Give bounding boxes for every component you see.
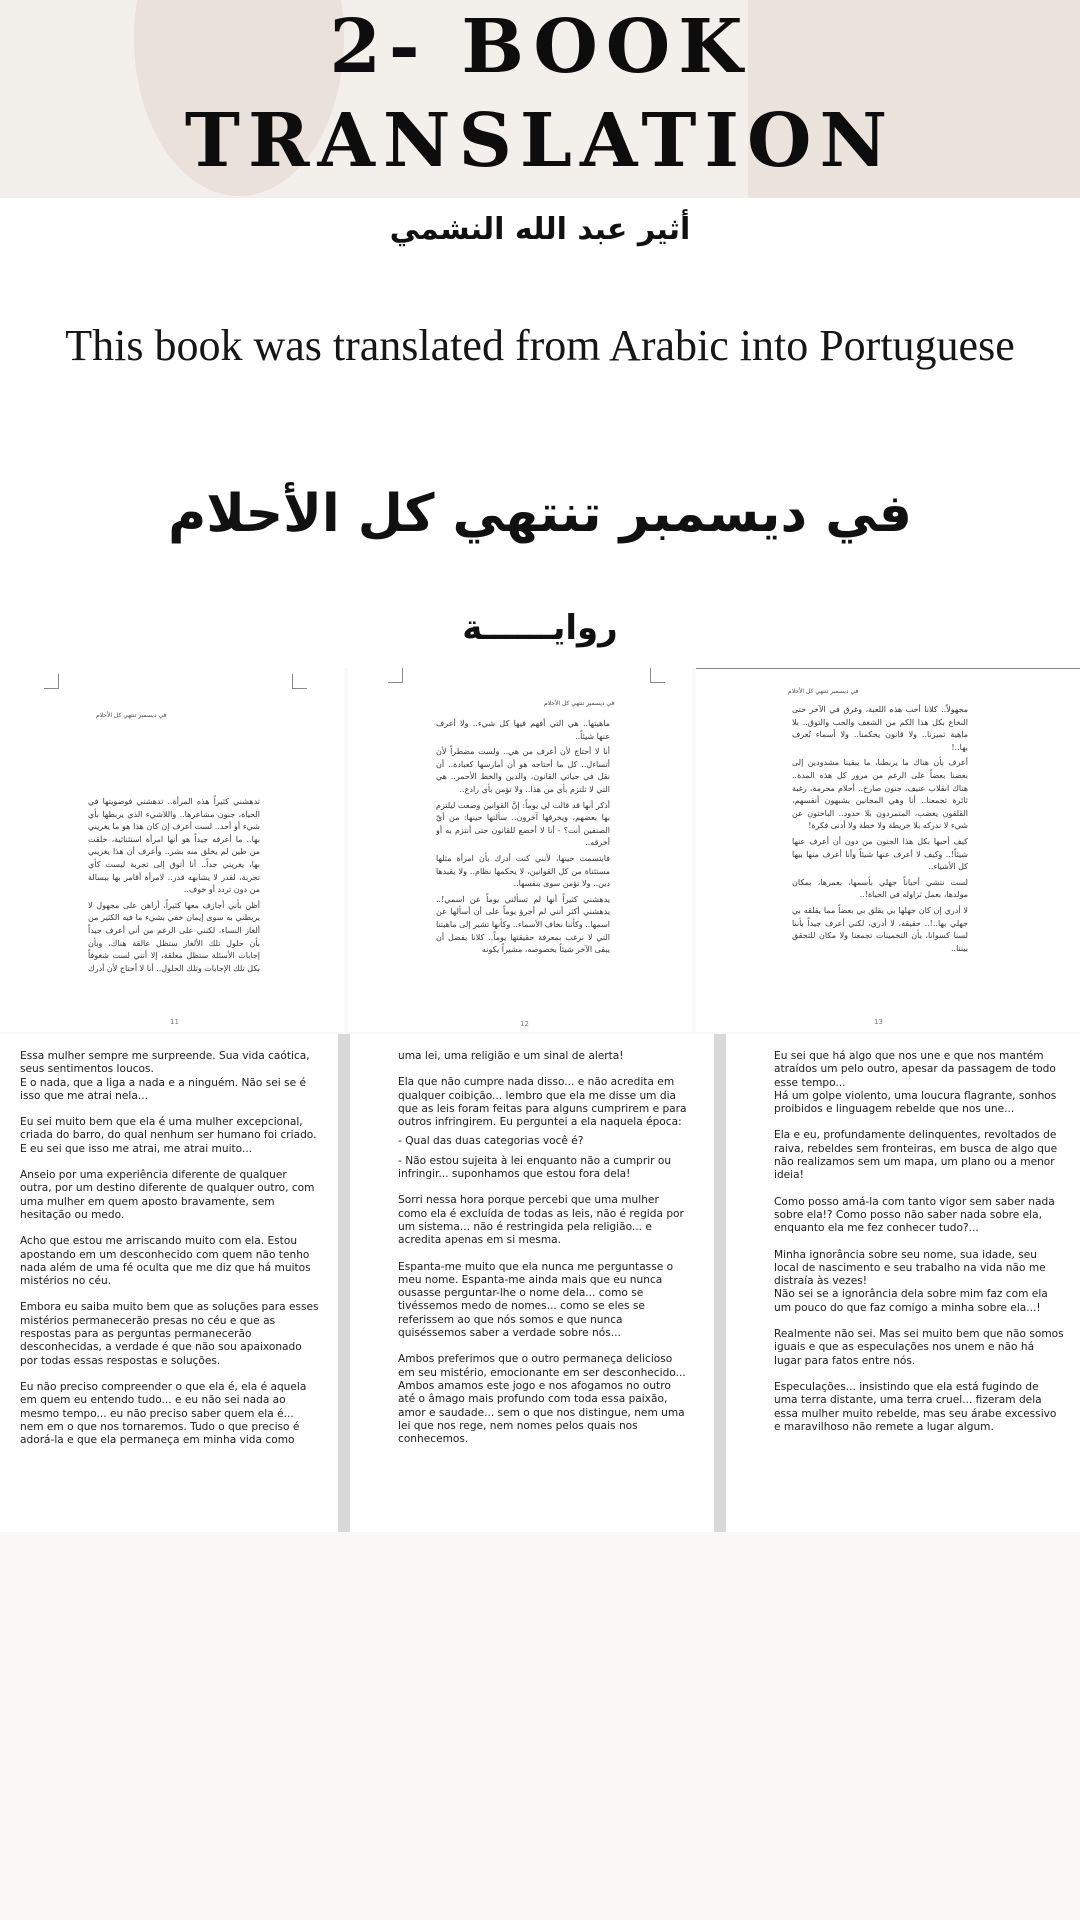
header-banner <box>0 0 1080 198</box>
paragraph: مجهولاً.. كلانا أحب هذه اللعبة، وغرق في الآخر حتى النخاع بكل هذا الكم من الشغف والحب والتوق.. بلا ماهية تميزنا.. ولا قانون يحكمنا.. ولا أسماء تُعرف بها..! <box>792 705 968 752</box>
portuguese-text <box>20 1050 320 1460</box>
page-title <box>0 0 1080 188</box>
paragraph: لست نتشي أحياناً جهلي بأسمها، بعمرها، بمكان مولدها، بعمل تزاوله في الحياة!.. <box>792 877 968 900</box>
paragraph: Espanta-me muito que ela nunca me perguntasse o meu nome. Espanta-me ainda mais que eu nunca ousasse perguntar-lhe o nome dela... como se tivéssemos medo de nomes... como se eles se referissem ao que nós somos e que nunca quiséssemos saber a verdade sobre nós... <box>398 1260 674 1340</box>
paragraph: أنا لا أحتاج لأن أعرف من هي.. ولست مضطراً لأن أتساءل.. كل ما أحتاجه هو أن أمارسها كعبادة.. أن نقل في حياتي القانون، والدين والخط الأحمر.. هي التي لا تلتزم بأي من هذا.. ولا تؤمن بأي رادع.. <box>436 747 610 794</box>
title-line: 2- BOOK <box>329 4 751 90</box>
arabic-text <box>436 718 610 960</box>
paragraph: فابتسمت حينها، لأنني كنت أدرك بأن امرأة مثلها مستثناة من كل القوانين، لا يحكمها نظام.. ولا يقيدها دين.. ولا تؤمن سوى بنفسها.. <box>436 853 610 889</box>
paragraph: Eu sei que há algo que nos une e que nos mantém atraídos um pelo outro, apesar da passagem de todo esse tempo... Há um golpe violento, uma loucura flagrante, sonhos proibidos e linguagem rebelde que nos une... <box>774 1050 1057 1116</box>
paragraph: Ambos preferimos que o outro permaneça delicioso em seu mistério, emocionante em ser desconhecido... Ambos amamos este jogo e nos afogamos no outro até o âmago mais profundo com toda essa paixão, amor e saudade... sem o que nos distingue, nem uma lei que nos rege, nem nomes pelos quais nos conhecemos. <box>398 1353 686 1446</box>
paragraph: - Não estou sujeita à lei enquanto não a cumprir ou infringir... suponhamos que estou fora dela! <box>398 1154 672 1181</box>
paragraph: Ela que não cumpre nada disso... e não acredita em qualquer coibição... lembro que ela me disse um dia que as leis foram feitas para alguns cumprirem e para outros infringirem. Eu perguntei a ela naquela época: <box>398 1076 687 1129</box>
paragraph: Especulações... insistindo que ela está fugindo de uma terra distante, uma terra cruel... fizeram dela essa mulher muito rebelde, mas seu árabe excessivo e maravilhoso não remete a lugar algum. <box>774 1380 1057 1433</box>
crop-mark <box>696 668 1080 669</box>
paragraph: Minha ignorância sobre seu nome, sua idade, seu local de nascimento e seu trabalho na vida não me distraía às vezes! Não sei se a ignorância dela sobre mim faz com ela um pouco do que faz comigo a minha sobre ela...! <box>774 1248 1048 1314</box>
page-gap <box>338 1034 350 1532</box>
crop-mark <box>44 674 59 689</box>
running-head: في ديسمبر تنتهي كل الأحلام <box>544 700 615 707</box>
portuguese-page <box>0 1034 338 1532</box>
paragraph: - Qual das duas categorias você é? <box>398 1135 584 1148</box>
paragraph: Como posso amá-la com tanto vigor sem saber nada sobre ela!? Como posso não saber nada sobre ela, enquanto ela me fez conhecer tudo?... <box>774 1195 1055 1235</box>
page-number: 11 <box>170 1018 179 1026</box>
arabic-text <box>792 704 968 958</box>
paragraph: يدهشني كثيراً أنها لم تسألني يوماً عن اسمي!.. يدهشني أكثر أنني لم أجرؤ يوماً على أن أسألها عن اسمها.. وكأننا نخاف الأسماء.. وكأنها تشير إلى ماهيتنا التي لا نرغب بمعرفة حقيقتها يوماً.. كلانا يفضل أن يبقى الآخر شيئاً بخصوصه، مشيراً يكونه <box>436 894 610 955</box>
paragraph: Eu não preciso compreender o que ela é, ela é aquela em quem eu entendo tudo... e eu não sei nada ao mesmo tempo... eu não preciso saber quem ela é... nem em o que nos tornaremos. Tudo o que preciso é adorá-la e que ela permaneça em minha vida como <box>20 1380 307 1447</box>
book-genre: روايــــــة <box>462 608 618 648</box>
book-title: في ديسمبر تنتهي كل الأحلام <box>168 484 912 544</box>
paragraph: Eu sei muito bem que ela é uma mulher excepcional, criada do barro, do qual nenhum ser humano foi criado. E eu sei que isso me atrai, me atrai muito... <box>20 1116 317 1155</box>
paragraph: Sorri nessa hora porque percebi que uma mulher como ela é excluída de todas as leis, não é regida por um sistema... não é restringida pela religião... e acredita apenas em si mesma. <box>398 1194 684 1247</box>
arabic-page <box>348 668 692 1032</box>
title-page-area <box>0 198 1080 668</box>
running-head: في ديسمبر تنتهي كل الأحلام <box>788 688 859 695</box>
portuguese-page <box>726 1034 1080 1532</box>
paragraph: Essa mulher sempre me surpreende. Sua vida caótica, seus sentimentos loucos. E o nada, que a liga a nada e a ninguém. Não sei se é isso que me atrai nela... <box>20 1050 310 1102</box>
crop-mark <box>650 668 665 683</box>
author-name: أثير عبد الله النشمي <box>389 212 691 247</box>
title-line: TRANSLATION <box>184 98 896 184</box>
paragraph: Acho que estou me arriscando muito com ela. Estou apostando em um desconhecido com quem não tenho nada além de uma fé oculta que me diz que há muitos mistérios no céu. <box>20 1235 311 1288</box>
paragraph: أذكر أنها قد قالت لي يوماً: إنَّ القوانين وضعت ليلتزم بها بعضهم، ويخرقها آخرون.. سألتها حينها: من أيّ الصنفين أنت؟ - أنا لا أخضع للقانون حتى أنتزم به أو أخرقه.. <box>436 800 610 848</box>
paragraph: Embora eu saiba muito bem que as soluções para esses mistérios permanecerão presas no céu e que as respostas para as perguntas permanecerão desconhecidas, a verdade é que não sou apaixonado por todas essas respostas e soluções. <box>20 1301 319 1367</box>
paragraph: uma lei, uma religião e um sinal de alerta! <box>398 1050 624 1062</box>
page-number: 12 <box>520 1020 529 1028</box>
portuguese-page <box>350 1034 714 1532</box>
running-head: في ديسمبر تنتهي كل الأحلام <box>96 712 167 719</box>
crop-mark <box>388 668 403 683</box>
paragraph: Anseio por uma experiência diferente de qualquer outra, por um destino diferente de qualquer outro, com uma mulher em quem aposto bravamente, sem hesitação ou medo. <box>20 1169 315 1221</box>
paragraph: Ela e eu, profundamente delinquentes, revoltados de raiva, rebeldes sem fronteiras, em busca de algo que não realizamos sem um mapa, um plano ou a menor ideia! <box>774 1129 1058 1182</box>
paragraph: ماهيتها.. هي التي أفهم فيها كل شيء.. ولا أعرف عنها شيئاً.. <box>436 719 610 741</box>
paragraph: أعرف بأن هناك ما يربطنا، ما يبقينا مشدودين إلى بعضنا بعضاً على الرغم من مرور كل هذه المدة.. هناك انقلاب عنيف، جنون صارخ.. أحلام محرمة، رغبة ثائرة تجمعنا.. أنا وهي المجانين يشبهون أنفسهم، القلقون يغضب، المتمردون بلا حدود.. الباحثون عن شيء لا ندركه بلا خريطة ولا خطة ولا أدنى فكرة! <box>792 758 968 831</box>
paragraph: تدهشني كثيراً هذه المرأة.. تدهشني فوضويتها في الحياة، جنون مشاعرها.. واللاشيء الذي يربطها بأي شيء أو أحد.. لست أعرف إن كان هذا هو ما يغريني بها.. ما أعرفه جيداً هو أنها امرأة استثنائية، خلقت من طين لم يخلق منه بشر.. وأعرف أن هذا يغريني بها، يغريني جداً.. أنا أتوق إلى تجربة ليست كأي تجربة، لقدر لا يشابهه قدر.. لامرأة أقامر بها ببسالة من دون تردد أو خوف.. <box>88 797 260 895</box>
arabic-text <box>88 796 260 978</box>
portuguese-text <box>774 1050 1064 1447</box>
crop-mark <box>292 674 307 689</box>
paragraph: أظن بأني أجازف معها كثيراً، أراهن على مجهول لا يربطني به سوى إيمان خفي بشيء ما فيه الكثير من ألغاز النساء، لكنني على الرغم من أني أعرف جيداً بأن حلول تلك الألغاز ستظل عالقة هناك، وبأن إجابات الأسئلة ستظل معلقة، إلا أنني لست شغوفاً بكل تلك الإجابات وتلك الحلول.. أنا لا أحتاج لأن أدرك <box>88 900 260 973</box>
page-gap <box>714 1034 726 1532</box>
portuguese-text <box>398 1050 688 1459</box>
paragraph: Realmente não sei. Mas sei muito bem que não somos iguais e que as especulações nos unem e não há lugar para fatos entre nós. <box>774 1328 1064 1367</box>
paragraph: لا أدري إن كان جهلها بي يقلق بي بعضاً مما يقلقه بي جهلي بها..!.. حقيقة، لا أدري، لكني أعرف جيداً بأننا لسنا كسوانا، بأن التخمينات تجمعنا ولا مكان للتحقق بيننا.. <box>792 905 968 953</box>
page-number: 13 <box>874 1018 883 1026</box>
translation-note: This book was translated from Arabic into Portuguese <box>65 321 1015 370</box>
arabic-page <box>0 668 344 1032</box>
paragraph: كيف أحبها بكل هذا الجنون من دون أن أعرف عنها شيئاً!.. وكيف لا أعرف عنها شيئاً وأنا أعرف منها بيها كل الأشياء.. <box>792 836 968 872</box>
arabic-page <box>696 668 1080 1032</box>
